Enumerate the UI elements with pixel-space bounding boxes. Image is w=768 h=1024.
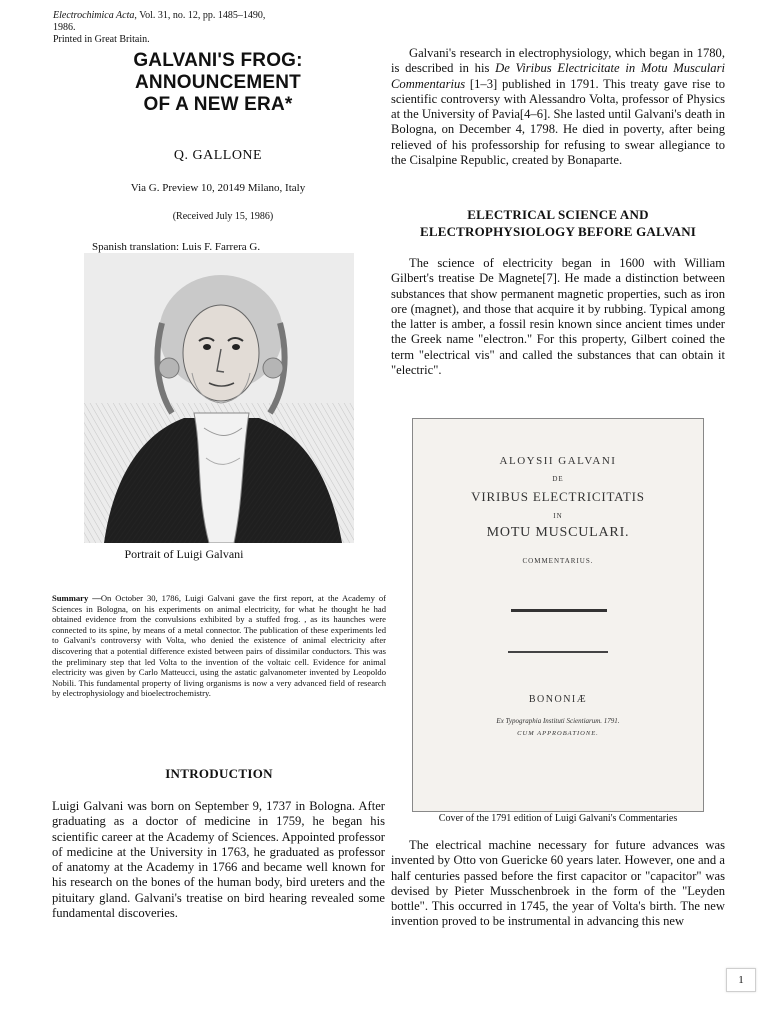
portrait-image	[84, 253, 354, 543]
journal-name: Electrochimica Acta	[53, 10, 135, 21]
treatise-title: De Viribus Electricitate in Motu Musculari Commentarius	[391, 61, 725, 91]
research-text-start: Galvani's research in electrophysiology, which began in 1780, is described in his	[391, 46, 725, 76]
cover-approbation: CUM APPROBATIONE.	[517, 730, 599, 737]
cover-city: BONONIÆ	[528, 694, 588, 705]
introduction-heading: INTRODUCTION	[165, 766, 273, 781]
author-name: Q. GALLONE	[173, 148, 263, 163]
summary-text: On October 30, 1786, Luigi Galvani gave the first report, at the Academy of Sciences in Bologna, on his experiments on animal electricity, for what he thought he had obtained evidence from the convulsions exhibited by a stuffed frog. , as its haunches were connected to its spine, by means of a metal connector. The publication of these experiments led to Galvani's controversy with Volta, who denied the existence of animal electricity after discovering that a potential difference existed between pairs of dissimilar conductors. This was the preliminary step that led Volta to the invention of the voltaic cell. Evidence for animal electricity was given by Carlo Matteucci, using the astatic galvanometer invented by Leopoldo Nobili. This fundamental property of living organisms is now a very advanced field of research by electrophysiology and bioelectrochemistry.	[52, 593, 386, 699]
title-line-2: ANNOUNCEMENT	[134, 72, 301, 93]
translation-credit: Spanish translation: Luis F. Farrera G.	[92, 241, 261, 253]
research-paragraph	[391, 46, 725, 168]
cover-title-2: MOTU MUSCULARI.	[486, 525, 630, 540]
cover-subtitle: COMMENTARIUS.	[522, 557, 594, 565]
cover-rule-1	[511, 609, 607, 612]
journal-citation	[53, 10, 293, 46]
printed-note: Printed in Great Britain.	[53, 34, 150, 45]
page-number: 1	[726, 968, 756, 992]
cover-caption: Cover of the 1791 edition of Luigi Galvani's Commentaries	[438, 813, 678, 824]
cover-printer: Ex Typographia Instituti Scientiarum. 1791.	[496, 717, 620, 725]
research-text-end: [1–3] published in 1791. This treaty gave rise to scientific controversy with Alessandro Volta, professor of Physics at the University of Pavia[4–6]. She lasted until Galvani's death in Bologna, on December 4, 1798. He died in poverty, after being relieved of his professorship for refusing to swear allegiance to the Cisalpine Republic, created by Bonaparte.	[391, 76, 725, 168]
citation-year: 1986.	[53, 22, 76, 33]
cover-in: IN	[553, 512, 563, 520]
paper-title	[108, 50, 328, 116]
cover-title-1: VIRIBUS ELECTRICITATIS	[471, 489, 645, 504]
heading-line-2: ELECTROPHYSIOLOGY BEFORE GALVANI	[419, 224, 697, 239]
portrait-caption: Portrait of Luigi Galvani	[124, 547, 244, 561]
heading-line-1: ELECTRICAL SCIENCE AND	[467, 207, 649, 222]
summary-paragraph	[52, 593, 386, 699]
cover-rule-2	[508, 651, 608, 653]
citation-details: , Vol. 31, no. 12, pp. 1485–1490,	[134, 10, 266, 21]
portrait-engraving	[84, 253, 354, 543]
gilbert-paragraph: The science of electricity began in 1600 with William Gilbert's treatise De Magnete[7]. He made a distinction between substances that show permanent magnetic properties, such as iron ore (magnet), and those that acquire it by rubbing. Typical among the latter is amber, a fossil resin known since ancient times under the Greek name "electron." For this property, Gilbert coined the term "electrical vis" and called the substances that can obtain it "electric".	[391, 256, 725, 378]
machine-paragraph: The electrical machine necessary for future advances was invented by Otto von Guericke 60 years later. However, one and a half centuries passed before the first capacitor or "capacitor" was devised by Pieter Musschenbroek in the form of the "Leyden bottle". This occurred in 1745, the year of Volta's birth. The new invention proved to be instrumental in advancing this new	[391, 838, 725, 929]
received-date: (Received July 15, 1986)	[172, 211, 274, 222]
introduction-paragraph: Luigi Galvani was born on September 9, 1737 in Bologna. After graduating as a doctor of medicine in 1759, he began his scientific career at the Academy of Sciences. Appointed professor of medicine at the University in 1763, he graduated as professor of anatomy at the Academy in 1766 and became well known for his research on the bones of the human body, bird ureters and the pituitary gland. Galvani's treatise on bird hearing revealed some fundamental discoveries.	[52, 799, 385, 921]
title-line-1: GALVANI'S FROG:	[133, 50, 303, 71]
book-cover-image	[412, 418, 704, 812]
electrical-science-heading	[391, 206, 725, 240]
cover-de: DE	[552, 475, 564, 483]
cover-author: ALOYSII GALVANI	[499, 455, 617, 467]
author-address: Via G. Preview 10, 20149 Milano, Italy	[130, 182, 306, 194]
summary-label: Summary —	[52, 593, 101, 603]
title-line-3: OF A NEW ERA*	[143, 94, 293, 115]
